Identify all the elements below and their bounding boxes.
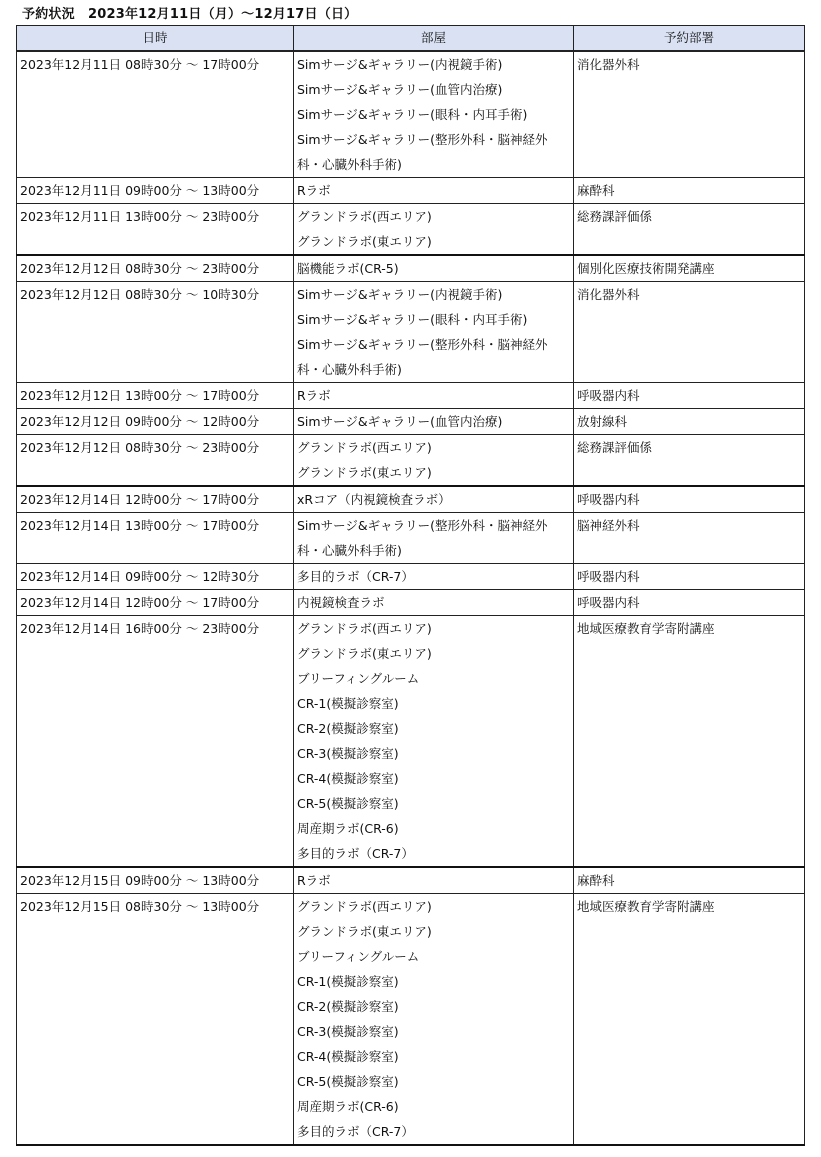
department-cell: 放射線科: [574, 409, 805, 435]
room-name: Simサージ&ギャラリー(整形外科・脳神経外科・心臓外科手術): [297, 518, 548, 558]
room-name: CR-1(模擬診察室): [297, 974, 399, 989]
room-name: Simサージ&ギャラリー(内視鏡手術): [297, 57, 503, 72]
room-name: Simサージ&ギャラリー(内視鏡手術): [297, 287, 503, 302]
room-name: 内視鏡検査ラボ: [297, 595, 385, 610]
datetime-cell: 2023年12月12日 09時00分 ～ 12時00分: [17, 409, 294, 435]
room-name: CR-3(模擬診察室): [297, 746, 399, 761]
department-cell: 呼吸器内科: [574, 383, 805, 409]
room-cell: [294, 255, 574, 282]
table-row: [17, 435, 805, 487]
room-cell: [294, 564, 574, 590]
header-room: 部屋: [294, 26, 574, 52]
department-cell: 総務課評価係: [574, 204, 805, 256]
room-name: グランドラボ(西エリア): [297, 440, 432, 455]
room-cell: [294, 590, 574, 616]
room-cell: [294, 178, 574, 204]
room-name: 脳機能ラボ(CR-5): [297, 261, 399, 276]
room-name: CR-2(模擬診察室): [297, 721, 399, 736]
room-name: CR-2(模擬診察室): [297, 999, 399, 1014]
room-name: Rラボ: [297, 183, 331, 198]
table-row: [17, 867, 805, 894]
room-name: グランドラボ(東エリア): [297, 234, 432, 249]
department-cell: 呼吸器内科: [574, 486, 805, 513]
room-cell: [294, 435, 574, 487]
room-name: 多目的ラボ（CR-7）: [297, 1124, 414, 1139]
room-name: グランドラボ(西エリア): [297, 621, 432, 636]
room-name: 多目的ラボ（CR-7）: [297, 846, 414, 861]
room-name: CR-4(模擬診察室): [297, 771, 399, 786]
datetime-cell: 2023年12月12日 08時30分 ～ 23時00分: [17, 255, 294, 282]
header-row: [17, 26, 805, 52]
room-name: CR-5(模擬診察室): [297, 796, 399, 811]
table-row: [17, 51, 805, 178]
datetime-cell: 2023年12月15日 09時00分 ～ 13時00分: [17, 867, 294, 894]
room-name: Rラボ: [297, 873, 331, 888]
room-name: CR-1(模擬診察室): [297, 696, 399, 711]
table-row: [17, 590, 805, 616]
table-row: [17, 178, 805, 204]
datetime-cell: 2023年12月14日 09時00分 ～ 12時30分: [17, 564, 294, 590]
room-cell: [294, 513, 574, 564]
department-cell: 消化器外科: [574, 282, 805, 383]
header-datetime: 日時: [17, 26, 294, 52]
reservation-table: [16, 25, 805, 1146]
room-cell: [294, 616, 574, 868]
department-cell: 地域医療教育学寄附講座: [574, 894, 805, 1146]
room-name: ブリーフィングルーム: [297, 671, 420, 686]
room-name: グランドラボ(東エリア): [297, 465, 432, 480]
room-cell: [294, 867, 574, 894]
table-row: [17, 486, 805, 513]
room-name: CR-5(模擬診察室): [297, 1074, 399, 1089]
table-row: [17, 894, 805, 1146]
room-name: 周産期ラボ(CR-6): [297, 821, 399, 836]
table-row: [17, 204, 805, 256]
datetime-cell: 2023年12月11日 13時00分 ～ 23時00分: [17, 204, 294, 256]
room-cell: [294, 204, 574, 256]
header-department: 予約部署: [574, 26, 805, 52]
room-cell: [294, 894, 574, 1146]
datetime-cell: 2023年12月11日 08時30分 ～ 17時00分: [17, 51, 294, 178]
room-cell: [294, 383, 574, 409]
room-name: 多目的ラボ（CR-7）: [297, 569, 414, 584]
department-cell: 消化器外科: [574, 51, 805, 178]
room-cell: [294, 486, 574, 513]
datetime-cell: 2023年12月14日 12時00分 ～ 17時00分: [17, 590, 294, 616]
room-name: ブリーフィングルーム: [297, 949, 420, 964]
datetime-cell: 2023年12月15日 08時30分 ～ 13時00分: [17, 894, 294, 1146]
datetime-cell: 2023年12月12日 13時00分 ～ 17時00分: [17, 383, 294, 409]
department-cell: 脳神経外科: [574, 513, 805, 564]
room-name: Simサージ&ギャラリー(眼科・内耳手術): [297, 312, 528, 327]
department-cell: 麻酔科: [574, 178, 805, 204]
room-name: グランドラボ(東エリア): [297, 924, 432, 939]
room-cell: [294, 409, 574, 435]
table-row: [17, 513, 805, 564]
department-cell: 麻酔科: [574, 867, 805, 894]
room-name: グランドラボ(東エリア): [297, 646, 432, 661]
room-name: CR-3(模擬診察室): [297, 1024, 399, 1039]
room-cell: [294, 51, 574, 178]
datetime-cell: 2023年12月12日 08時30分 ～ 10時30分: [17, 282, 294, 383]
department-cell: 個別化医療技術開発講座: [574, 255, 805, 282]
room-cell: [294, 282, 574, 383]
room-name: Simサージ&ギャラリー(整形外科・脳神経外科・心臓外科手術): [297, 132, 548, 172]
table-row: [17, 282, 805, 383]
table-row: [17, 255, 805, 282]
department-cell: 呼吸器内科: [574, 564, 805, 590]
department-cell: 総務課評価係: [574, 435, 805, 487]
room-name: Simサージ&ギャラリー(血管内治療): [297, 82, 503, 97]
room-name: Simサージ&ギャラリー(整形外科・脳神経外科・心臓外科手術): [297, 337, 548, 377]
room-name: Simサージ&ギャラリー(血管内治療): [297, 414, 503, 429]
room-name: Simサージ&ギャラリー(眼科・内耳手術): [297, 107, 528, 122]
room-name: Rラボ: [297, 388, 331, 403]
room-name: グランドラボ(西エリア): [297, 209, 432, 224]
room-name: xRコア（内視鏡検査ラボ）: [297, 492, 451, 507]
datetime-cell: 2023年12月14日 12時00分 ～ 17時00分: [17, 486, 294, 513]
table-row: [17, 616, 805, 868]
datetime-cell: 2023年12月14日 13時00分 ～ 17時00分: [17, 513, 294, 564]
room-name: 周産期ラボ(CR-6): [297, 1099, 399, 1114]
room-name: CR-4(模擬診察室): [297, 1049, 399, 1064]
room-name: グランドラボ(西エリア): [297, 899, 432, 914]
table-row: [17, 564, 805, 590]
department-cell: 地域医療教育学寄附講座: [574, 616, 805, 868]
datetime-cell: 2023年12月12日 08時30分 ～ 23時00分: [17, 435, 294, 487]
department-cell: 呼吸器内科: [574, 590, 805, 616]
page-title: 予約状況 2023年12月11日（月）～12月17日（日）: [22, 7, 358, 22]
datetime-cell: 2023年12月11日 09時00分 ～ 13時00分: [17, 178, 294, 204]
table-row: [17, 409, 805, 435]
table-row: [17, 383, 805, 409]
datetime-cell: 2023年12月14日 16時00分 ～ 23時00分: [17, 616, 294, 868]
